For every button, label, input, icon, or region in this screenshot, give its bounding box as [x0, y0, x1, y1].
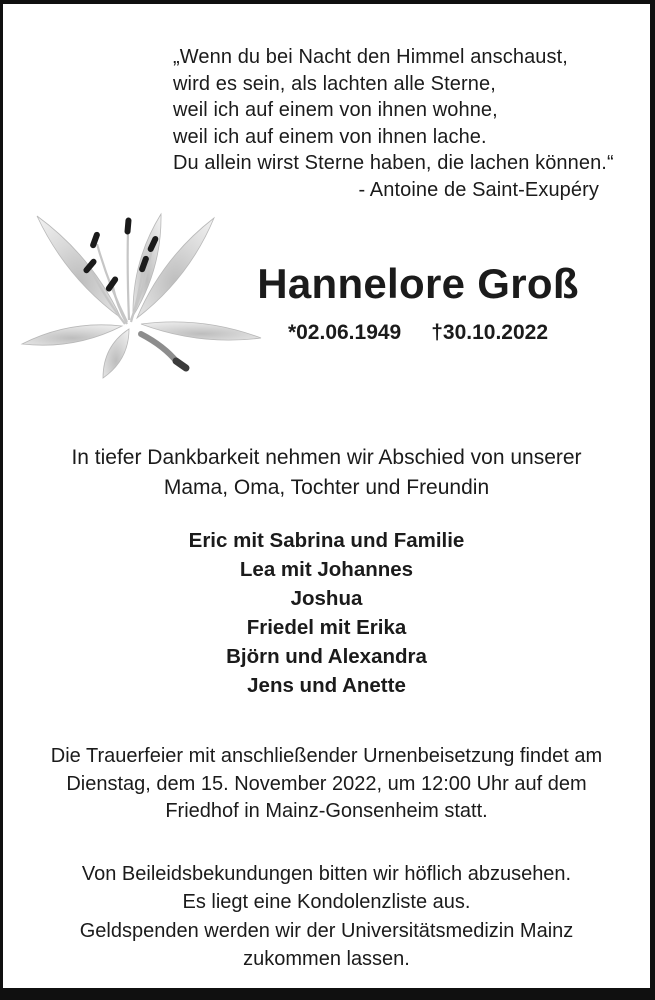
death-date: †30.10.2022 — [431, 321, 549, 344]
quote-line-2: wird es sein, als lachten alle Sterne, — [173, 72, 496, 95]
condolence-paragraph-1 — [3, 861, 650, 916]
birth-date: *02.06.1949 — [287, 321, 402, 344]
deceased-name: Hannelore Groß — [257, 260, 579, 307]
farewell-line-1: In tiefer Dankbarkeit nehmen wir Abschied von unserer — [71, 446, 582, 469]
deceased-block — [238, 260, 598, 345]
service-line-1: Die Trauerfeier mit anschließender Urnenbeisetzung findet am — [50, 745, 603, 767]
mourner-entry: Eric mit Sabrina und Familie — [188, 529, 465, 552]
memorial-quote — [173, 44, 631, 203]
service-line-2: Dienstag, dem 15. November 2022, um 12:00 Uhr auf dem — [66, 772, 587, 795]
quote-line-3: weil ich auf einem von ihnen wohne, — [173, 99, 498, 121]
lily-petals — [22, 214, 261, 378]
service-details — [3, 743, 650, 826]
condolence-line-4: zukommen lassen. — [243, 947, 410, 970]
condolence-line-3: Geldspenden werden wir der Universitätsmedizin Mainz — [79, 920, 574, 942]
quote-line-5: Du allein wirst Sterne haben, die lachen können.“ — [173, 152, 614, 174]
farewell-statement — [3, 443, 650, 503]
mourner-entry: Lea mit Johannes — [239, 558, 414, 581]
mourner-entry: Joshua — [290, 587, 363, 610]
mourners-list — [3, 526, 650, 700]
farewell-line-2: Mama, Oma, Tochter und Freundin — [163, 476, 490, 499]
life-dates — [238, 321, 598, 345]
condolence-line-2: Es liegt eine Kondolenzliste aus. — [182, 890, 471, 913]
mourner-entry: Jens und Anette — [247, 674, 406, 697]
condolence-paragraph-2 — [3, 918, 650, 973]
lily-flower-image — [9, 196, 271, 396]
quote-attribution: - Antoine de Saint-Exupéry — [358, 178, 599, 201]
lily-stem — [141, 334, 186, 368]
quote-line-4: weil ich auf einem von ihnen lache. — [173, 125, 487, 148]
mourner-entry: Björn und Alexandra — [226, 645, 427, 668]
condolence-line-1: Von Beileidsbekundungen bitten wir höflich abzusehen. — [81, 863, 572, 885]
service-line-3: Friedhof in Mainz-Gonsenheim statt. — [165, 800, 488, 822]
condolence-note — [3, 861, 650, 973]
mourner-entry: Friedel mit Erika — [246, 616, 407, 639]
quote-line-1: „Wenn du bei Nacht den Himmel anschaust, — [173, 46, 568, 68]
